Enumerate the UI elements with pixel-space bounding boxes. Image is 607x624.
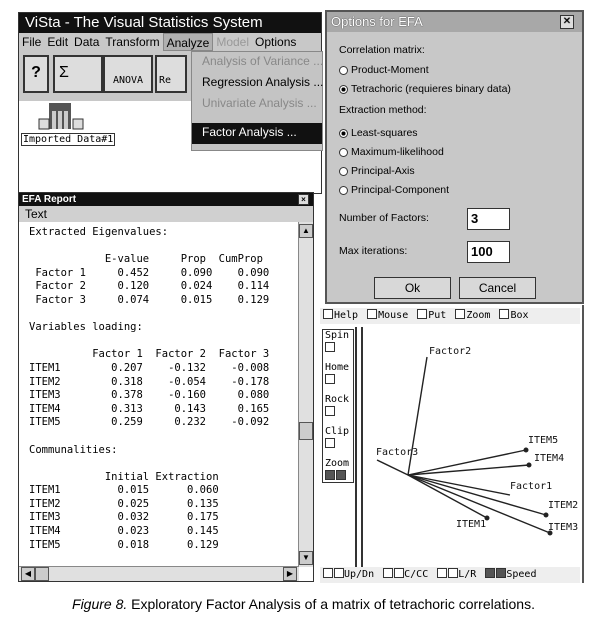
item2-label: ITEM2 [548, 500, 579, 511]
loading-row: ITEM5 0.259 0.232 -0.092 [29, 416, 270, 429]
loading-heading: Variables loading: [29, 321, 143, 334]
close-icon[interactable]: ✕ [560, 15, 574, 29]
updown-control[interactable]: Up/Dn [320, 569, 374, 580]
factor1-axis [408, 475, 510, 495]
comm-row: ITEM3 0.032 0.175 [29, 511, 219, 524]
efa-menu-text[interactable]: Text [19, 206, 313, 222]
efa-report-window [18, 192, 314, 582]
scroll-up-icon[interactable]: ▲ [299, 224, 313, 238]
caption-text: Exploratory Factor Analysis of a matrix of tetrachoric correlations. [127, 596, 535, 612]
loading-row: ITEM4 0.313 0.143 0.165 [29, 402, 270, 415]
app-title: ViSta - The Visual Statistics System [25, 14, 263, 31]
spin-plot-window [320, 305, 584, 583]
scroll-down-icon[interactable]: ▼ [299, 551, 313, 565]
maxiter-label: Max iterations: [339, 245, 408, 257]
menu-file[interactable]: File [22, 35, 42, 49]
menu-item-univariate[interactable]: Univariate Analysis ... [202, 96, 317, 110]
eigen-row: Factor 1 0.452 0.090 0.090 [35, 266, 270, 279]
item3-label: ITEM3 [548, 522, 579, 533]
options-title-bar [327, 12, 582, 32]
loading-row: ITEM2 0.318 -0.054 -0.178 [29, 375, 270, 388]
maxiter-input[interactable]: 100 [467, 241, 510, 263]
menu-item-factor-analysis[interactable]: Factor Analysis ... [192, 123, 322, 144]
loading-row: ITEM1 0.207 -0.132 -0.008 [29, 361, 270, 374]
item4-vector [408, 465, 529, 475]
radio-principal-axis[interactable]: Principal-Axis [339, 165, 415, 177]
comm-row: ITEM4 0.023 0.145 [29, 525, 219, 538]
mouse-toggle[interactable]: Mouse [364, 310, 408, 321]
extraction-label: Extraction method: [339, 104, 427, 116]
menu-data[interactable]: Data [74, 35, 100, 49]
comm-row: ITEM2 0.025 0.135 [29, 497, 219, 510]
scroll-thumb[interactable] [299, 422, 313, 440]
zoom-control[interactable]: Zoom [325, 458, 353, 483]
radio-tetrachoric[interactable]: Tetrachoric (requieres binary data) [339, 83, 511, 95]
radio-least-squares[interactable]: Least-squares [339, 127, 418, 139]
menu-analyze[interactable]: Analyze [163, 33, 214, 51]
factor-plot[interactable] [360, 327, 582, 567]
comm-header-row: Initial Extraction [104, 470, 219, 483]
eigen-heading: Extracted Eigenvalues: [29, 226, 169, 238]
hscroll-thumb[interactable] [35, 567, 49, 581]
eigen-row: Factor 2 0.120 0.024 0.114 [35, 280, 270, 293]
comm-row: ITEM5 0.018 0.129 [29, 538, 219, 551]
clip-control[interactable]: Clip [325, 426, 353, 451]
menu-bar [19, 33, 321, 51]
eigen-row: Factor 3 0.074 0.015 0.129 [35, 293, 270, 306]
radio-principal-component[interactable]: Principal-Component [339, 184, 449, 196]
item4-label: ITEM4 [534, 453, 565, 464]
item1-label: ITEM1 [456, 519, 487, 530]
factor3-label: Factor3 [376, 447, 419, 458]
nfactors-input[interactable]: 3 [467, 208, 510, 230]
data-icon-label: Imported Data#1 [23, 134, 114, 145]
options-title: Options for EFA [331, 14, 423, 29]
loading-row: ITEM3 0.378 -0.160 0.080 [29, 389, 270, 402]
nfactors-label: Number of Factors: [339, 212, 429, 224]
menu-edit[interactable]: Edit [47, 35, 69, 49]
plot-bottom-toolbar [320, 567, 580, 583]
factor1-label: Factor1 [510, 481, 553, 492]
home-control[interactable]: Home [325, 362, 353, 387]
vista-main-window [18, 12, 322, 194]
put-toggle[interactable]: Put [414, 310, 446, 321]
datasheet-icon [37, 103, 87, 131]
efa-title: EFA Report [22, 194, 77, 205]
figure-caption [0, 596, 607, 612]
ccc-control[interactable]: C/CC [380, 569, 428, 580]
horizontal-scrollbar[interactable] [19, 566, 299, 581]
help-button[interactable]: ? [23, 55, 49, 93]
menu-item-regression[interactable]: Regression Analysis ... [202, 75, 324, 89]
cancel-button[interactable]: Cancel [459, 277, 536, 299]
help-toggle[interactable]: Help [320, 310, 358, 321]
plot-side-controls [322, 329, 354, 483]
menu-item-anova[interactable]: Analysis of Variance ... [202, 54, 324, 68]
radio-product-moment[interactable]: Product-Moment [339, 64, 429, 76]
radio-maximum-likelihood[interactable]: Maximum-likelihood [339, 146, 444, 158]
anova-button[interactable]: ANOVA [103, 55, 153, 93]
scroll-right-icon[interactable]: ▶ [283, 567, 297, 581]
vertical-scrollbar[interactable] [298, 222, 313, 567]
spin-control[interactable]: Spin [325, 330, 353, 355]
speed-control[interactable]: Speed [482, 569, 536, 580]
menu-options[interactable]: Options [255, 35, 297, 49]
box-toggle[interactable]: Box [496, 310, 528, 321]
analyze-dropdown [191, 51, 323, 151]
summary-button[interactable]: Σ [53, 55, 103, 93]
menu-transform[interactable]: Transform [105, 35, 160, 49]
rock-control[interactable]: Rock [325, 394, 353, 419]
item5-label: ITEM5 [528, 435, 559, 446]
factor3-axis [377, 460, 408, 475]
report-text [19, 222, 313, 552]
item5-vector [408, 450, 526, 475]
ok-button[interactable]: Ok [374, 277, 451, 299]
factor2-label: Factor2 [429, 346, 472, 357]
regression-button[interactable]: Re [155, 55, 187, 93]
eigen-header-row: E-value Prop CumProp [104, 253, 263, 266]
options-dialog [325, 10, 584, 304]
comm-row: ITEM1 0.015 0.060 [29, 484, 219, 497]
plot-top-toolbar [320, 308, 580, 324]
comm-heading: Communalities: [29, 443, 118, 456]
menu-model[interactable]: Model [216, 35, 250, 49]
correlation-label: Correlation matrix: [339, 44, 425, 56]
efa-title-bar [19, 193, 313, 206]
scroll-left-icon[interactable]: ◀ [21, 567, 35, 581]
zoom-toggle[interactable]: Zoom [452, 310, 490, 321]
item1-vector [408, 475, 487, 518]
vista-title-bar [19, 13, 321, 33]
figure-number: Figure 8. [72, 596, 128, 612]
loading-header-row: Factor 1 Factor 2 Factor 3 [92, 348, 270, 361]
data-icon[interactable] [37, 103, 87, 131]
lr-control[interactable]: L/R [434, 569, 476, 580]
close-icon[interactable]: × [298, 194, 309, 205]
